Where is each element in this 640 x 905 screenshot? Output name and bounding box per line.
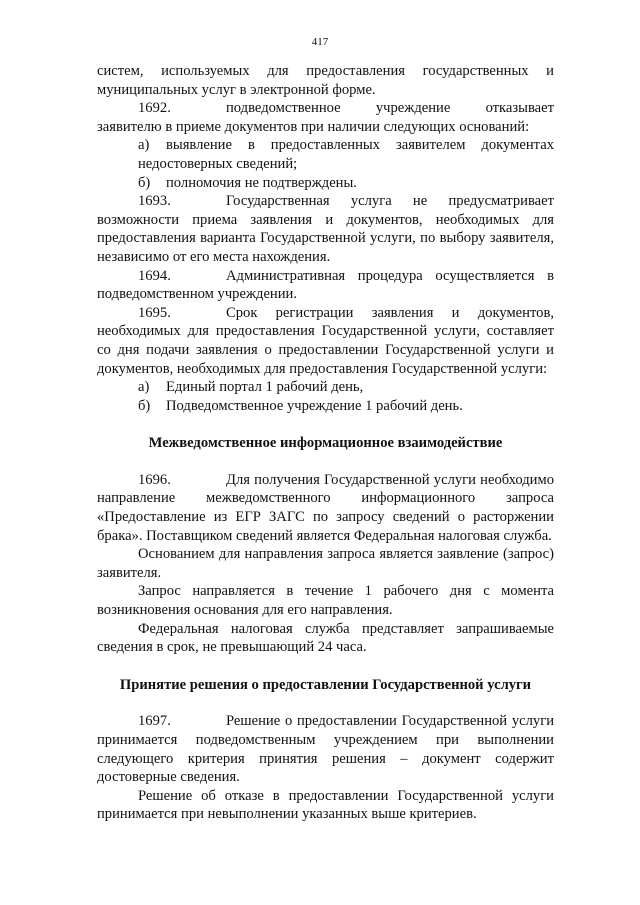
basis-paragraph: Основанием для направления запроса является заявление (запрос) заявителя. xyxy=(97,546,554,581)
paragraph-1693 xyxy=(97,192,554,266)
page-number: 417 xyxy=(311,36,329,48)
spacer xyxy=(97,415,554,434)
list-marker: б) xyxy=(138,397,151,414)
paragraph-number: 1697. xyxy=(138,713,171,730)
paragraph-text: Государственная услуга не предусматривает возможности приема заявления и документов, необходимых для предоставления варианта Государственной услуги, по выбору заявителя, независимо от его места нахождения. xyxy=(97,193,554,265)
continuation-paragraph: систем, используемых для предоставления государственных и муниципальных услуг в электронной форме. xyxy=(97,63,554,98)
paragraph-text: Административная процедура осуществляется в подведомственном учреждении. xyxy=(97,267,554,303)
list-item xyxy=(97,378,554,397)
paragraph-text: Решение о предоставлении Государственной услуги принимается подведомственным учреждением при выполнении следующего критерия принятия решения – документ содержит достоверные сведения. xyxy=(97,713,554,786)
paragraph-1692 xyxy=(97,99,554,136)
list-item xyxy=(97,136,554,173)
paragraph-1695 xyxy=(97,304,554,378)
list-item xyxy=(97,397,554,416)
spacer xyxy=(97,657,554,676)
paragraph-text: Для получения Государственной услуги необходимо направление межведомственного информационного запроса «Предоставление из ЕГР ЗАГС по запросу сведений о расторжении брака». Поставщиком сведений является Федеральная налоговая служба. xyxy=(97,471,554,544)
paragraph-text: Срок регистрации заявления и документов, необходимых для предоставления Государственной услуги, составляет со дня подачи заявления о предоставлении Государственной услуги и документов, необходимых для предоставления Государственной услуги: xyxy=(97,304,554,377)
document-body xyxy=(97,62,554,824)
paragraph-1696 xyxy=(97,471,554,545)
list-item-text: полномочия не подтверждены. xyxy=(166,174,357,191)
list-item-text: Единый портал 1 рабочий день, xyxy=(166,379,364,396)
list-item xyxy=(97,174,554,193)
paragraph-1697 xyxy=(97,712,554,786)
paragraph-text: подведомственное учреждение отказывает заявителю в приеме документов при наличии следующих оснований: xyxy=(97,100,554,135)
paragraph-1694 xyxy=(97,267,554,304)
section-heading-decision: Принятие решения о предоставлении Государственной услуги xyxy=(119,676,532,693)
paragraph-number: 1696. xyxy=(138,471,171,488)
section-heading-interagency: Межведомственное информационное взаимодействие xyxy=(148,435,503,452)
list-marker: б) xyxy=(138,174,151,191)
fns-response-paragraph: Федеральная налоговая служба представляет запрашиваемые сведения в срок, не превышающий 24 часа. xyxy=(97,620,554,656)
paragraph-number: 1693. xyxy=(138,193,171,210)
list-item-text: Подведомственное учреждение 1 рабочий день. xyxy=(166,397,463,414)
list-marker: а) xyxy=(138,137,150,154)
paragraph-number: 1695. xyxy=(138,304,171,321)
list-item-text: выявление в предоставленных заявителем документах недостоверных сведений; xyxy=(138,137,554,172)
list-marker: а) xyxy=(138,379,150,396)
paragraph-number: 1694. xyxy=(138,267,171,284)
request-timing-paragraph: Запрос направляется в течение 1 рабочего дня с момента возникновения основания для его направления. xyxy=(97,583,554,619)
paragraph-number: 1692. xyxy=(138,100,171,117)
spacer xyxy=(97,453,554,471)
refusal-paragraph: Решение об отказе в предоставлении Государственной услуги принимается при невыполнении указанных выше критериев. xyxy=(97,787,554,823)
spacer xyxy=(97,694,554,712)
